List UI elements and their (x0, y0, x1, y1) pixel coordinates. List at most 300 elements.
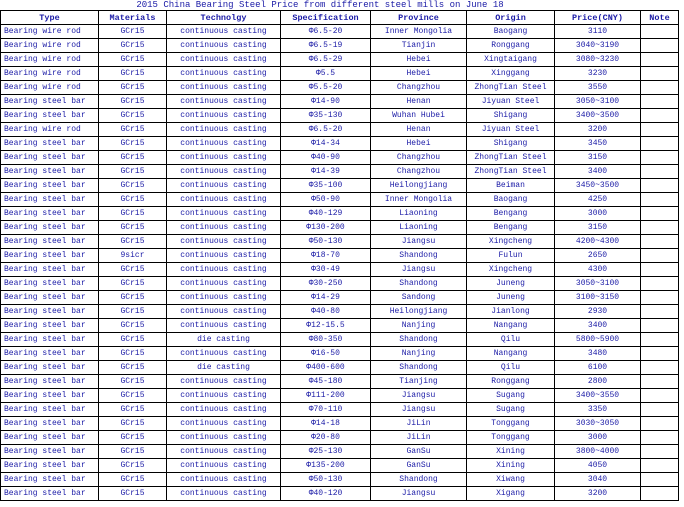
cell-note (641, 151, 679, 165)
cell-origin: ZhongTian Steel (467, 165, 555, 179)
cell-materials: GCr15 (99, 431, 167, 445)
cell-specification: Φ40-90 (281, 151, 371, 165)
cell-materials: GCr15 (99, 417, 167, 431)
table-row (1, 151, 679, 165)
cell-type: Bearing wire rod (1, 123, 99, 137)
table-row (1, 165, 679, 179)
cell-province: Jiangsu (371, 487, 467, 501)
table-row (1, 375, 679, 389)
cell-note (641, 375, 679, 389)
cell-technology: continuous casting (167, 347, 281, 361)
cell-price: 3400 (555, 319, 641, 333)
cell-specification: Φ400-600 (281, 361, 371, 375)
cell-type: Bearing wire rod (1, 53, 99, 67)
cell-origin: ZhongTian Steel (467, 81, 555, 95)
cell-origin: Xinggang (467, 67, 555, 81)
cell-note (641, 333, 679, 347)
cell-price: 3400~3500 (555, 109, 641, 123)
table-row (1, 95, 679, 109)
table-row (1, 487, 679, 501)
cell-technology: continuous casting (167, 67, 281, 81)
cell-specification: Φ40-120 (281, 487, 371, 501)
cell-type: Bearing steel bar (1, 473, 99, 487)
cell-province: Sandong (371, 291, 467, 305)
cell-origin: Sugang (467, 403, 555, 417)
cell-specification: Φ30-49 (281, 263, 371, 277)
cell-note (641, 263, 679, 277)
cell-specification: Φ14-39 (281, 165, 371, 179)
cell-technology: continuous casting (167, 95, 281, 109)
cell-price: 3400~3550 (555, 389, 641, 403)
cell-technology: continuous casting (167, 249, 281, 263)
column-header-technology: Technolgy (167, 11, 281, 25)
cell-technology: die casting (167, 333, 281, 347)
cell-origin: Xingcheng (467, 263, 555, 277)
cell-type: Bearing steel bar (1, 179, 99, 193)
cell-price: 3040 (555, 473, 641, 487)
cell-note (641, 431, 679, 445)
cell-specification: Φ80-350 (281, 333, 371, 347)
cell-specification: Φ35-130 (281, 109, 371, 123)
cell-origin: Bengang (467, 207, 555, 221)
cell-type: Bearing wire rod (1, 81, 99, 95)
cell-type: Bearing steel bar (1, 417, 99, 431)
cell-technology: continuous casting (167, 403, 281, 417)
cell-technology: continuous casting (167, 431, 281, 445)
cell-province: Tianjing (371, 375, 467, 389)
table-row (1, 179, 679, 193)
cell-note (641, 249, 679, 263)
cell-province: Nanjing (371, 319, 467, 333)
cell-specification: Φ14-90 (281, 95, 371, 109)
cell-origin: Tonggang (467, 431, 555, 445)
cell-price: 6100 (555, 361, 641, 375)
table-row (1, 137, 679, 151)
table-row (1, 53, 679, 67)
table-row (1, 319, 679, 333)
cell-technology: continuous casting (167, 109, 281, 123)
cell-materials: GCr15 (99, 137, 167, 151)
cell-materials: GCr15 (99, 67, 167, 81)
table-row (1, 81, 679, 95)
table-row (1, 445, 679, 459)
cell-note (641, 319, 679, 333)
cell-province: Shandong (371, 361, 467, 375)
cell-province: JiLin (371, 417, 467, 431)
cell-type: Bearing steel bar (1, 207, 99, 221)
cell-note (641, 473, 679, 487)
table-row (1, 39, 679, 53)
cell-materials: GCr15 (99, 361, 167, 375)
cell-province: Changzhou (371, 151, 467, 165)
table-row (1, 333, 679, 347)
column-header-origin: Origin (467, 11, 555, 25)
cell-materials: GCr15 (99, 193, 167, 207)
cell-technology: continuous casting (167, 123, 281, 137)
cell-price: 4200~4300 (555, 235, 641, 249)
cell-technology: continuous casting (167, 459, 281, 473)
cell-province: Shandong (371, 249, 467, 263)
cell-price: 2650 (555, 249, 641, 263)
cell-origin: Ronggang (467, 39, 555, 53)
cell-specification: Φ50-90 (281, 193, 371, 207)
cell-note (641, 53, 679, 67)
column-header-note: Note (641, 11, 679, 25)
price-table (0, 10, 679, 501)
cell-note (641, 109, 679, 123)
cell-province: JiLin (371, 431, 467, 445)
cell-materials: 9sicr (99, 249, 167, 263)
cell-materials: GCr15 (99, 25, 167, 39)
cell-price: 3800~4000 (555, 445, 641, 459)
cell-note (641, 291, 679, 305)
cell-province: Shandong (371, 473, 467, 487)
table-row (1, 263, 679, 277)
cell-province: GanSu (371, 459, 467, 473)
cell-price: 3000 (555, 431, 641, 445)
cell-price: 3110 (555, 25, 641, 39)
cell-origin: Qilu (467, 333, 555, 347)
cell-specification: Φ50-130 (281, 473, 371, 487)
cell-type: Bearing steel bar (1, 165, 99, 179)
cell-materials: GCr15 (99, 39, 167, 53)
cell-origin: Beiman (467, 179, 555, 193)
cell-technology: continuous casting (167, 277, 281, 291)
cell-materials: GCr15 (99, 389, 167, 403)
cell-specification: Φ6.5-29 (281, 53, 371, 67)
cell-technology: continuous casting (167, 473, 281, 487)
cell-type: Bearing steel bar (1, 249, 99, 263)
cell-province: Shandong (371, 277, 467, 291)
cell-origin: Jiyuan Steel (467, 123, 555, 137)
cell-type: Bearing steel bar (1, 221, 99, 235)
cell-note (641, 193, 679, 207)
cell-specification: Φ50-130 (281, 235, 371, 249)
cell-note (641, 179, 679, 193)
table-row (1, 221, 679, 235)
cell-materials: GCr15 (99, 333, 167, 347)
cell-specification: Φ70-110 (281, 403, 371, 417)
cell-technology: continuous casting (167, 165, 281, 179)
cell-note (641, 81, 679, 95)
cell-province: Inner Mongolia (371, 25, 467, 39)
cell-price: 3450 (555, 137, 641, 151)
cell-origin: Baogang (467, 193, 555, 207)
cell-materials: GCr15 (99, 53, 167, 67)
cell-note (641, 221, 679, 235)
cell-specification: Φ30-250 (281, 277, 371, 291)
cell-technology: continuous casting (167, 319, 281, 333)
table-row (1, 305, 679, 319)
cell-specification: Φ111-200 (281, 389, 371, 403)
table-row (1, 123, 679, 137)
cell-specification: Φ40-80 (281, 305, 371, 319)
cell-province: Tianjin (371, 39, 467, 53)
cell-origin: Shigang (467, 109, 555, 123)
cell-province: Hebei (371, 67, 467, 81)
cell-note (641, 235, 679, 249)
cell-note (641, 95, 679, 109)
cell-price: 3200 (555, 123, 641, 137)
cell-price: 2800 (555, 375, 641, 389)
cell-note (641, 123, 679, 137)
column-header-specification: Specification (281, 11, 371, 25)
cell-materials: GCr15 (99, 403, 167, 417)
cell-origin: ZhongTian Steel (467, 151, 555, 165)
cell-origin: Juneng (467, 291, 555, 305)
cell-type: Bearing steel bar (1, 193, 99, 207)
table-row (1, 277, 679, 291)
cell-origin: Ronggang (467, 375, 555, 389)
cell-technology: continuous casting (167, 179, 281, 193)
table-row (1, 109, 679, 123)
table-row (1, 417, 679, 431)
cell-note (641, 207, 679, 221)
cell-materials: GCr15 (99, 277, 167, 291)
cell-origin: Xingtaigang (467, 53, 555, 67)
column-header-materials: Materials (99, 11, 167, 25)
cell-type: Bearing steel bar (1, 431, 99, 445)
cell-province: Inner Mongolia (371, 193, 467, 207)
cell-province: GanSu (371, 445, 467, 459)
cell-note (641, 67, 679, 81)
cell-note (641, 445, 679, 459)
column-header-type: Type (1, 11, 99, 25)
cell-note (641, 487, 679, 501)
cell-type: Bearing steel bar (1, 291, 99, 305)
cell-technology: die casting (167, 361, 281, 375)
cell-price: 3230 (555, 67, 641, 81)
cell-price: 3050~3100 (555, 95, 641, 109)
table-row (1, 361, 679, 375)
cell-price: 3400 (555, 165, 641, 179)
cell-note (641, 165, 679, 179)
cell-materials: GCr15 (99, 95, 167, 109)
table-row (1, 207, 679, 221)
cell-type: Bearing steel bar (1, 347, 99, 361)
cell-materials: GCr15 (99, 151, 167, 165)
cell-specification: Φ130-200 (281, 221, 371, 235)
cell-technology: continuous casting (167, 235, 281, 249)
cell-note (641, 277, 679, 291)
cell-price: 3080~3230 (555, 53, 641, 67)
cell-materials: GCr15 (99, 347, 167, 361)
cell-type: Bearing steel bar (1, 235, 99, 249)
cell-origin: Xingcheng (467, 235, 555, 249)
cell-technology: continuous casting (167, 389, 281, 403)
cell-materials: GCr15 (99, 445, 167, 459)
cell-province: Heilongjiang (371, 305, 467, 319)
cell-price: 3150 (555, 221, 641, 235)
cell-price: 3450~3500 (555, 179, 641, 193)
cell-technology: continuous casting (167, 25, 281, 39)
table-row (1, 389, 679, 403)
cell-specification: Φ45-180 (281, 375, 371, 389)
cell-province: Changzhou (371, 81, 467, 95)
cell-type: Bearing steel bar (1, 445, 99, 459)
cell-technology: continuous casting (167, 137, 281, 151)
cell-type: Bearing wire rod (1, 25, 99, 39)
cell-province: Liaoning (371, 221, 467, 235)
cell-specification: Φ16-50 (281, 347, 371, 361)
cell-specification: Φ40-129 (281, 207, 371, 221)
cell-type: Bearing steel bar (1, 319, 99, 333)
cell-price: 5800~5900 (555, 333, 641, 347)
cell-origin: Nangang (467, 319, 555, 333)
cell-technology: continuous casting (167, 151, 281, 165)
cell-materials: GCr15 (99, 459, 167, 473)
cell-specification: Φ18-70 (281, 249, 371, 263)
cell-province: Henan (371, 123, 467, 137)
cell-materials: GCr15 (99, 473, 167, 487)
cell-province: Wuhan Hubei (371, 109, 467, 123)
cell-type: Bearing steel bar (1, 403, 99, 417)
cell-province: Nanjing (371, 347, 467, 361)
cell-price: 3030~3050 (555, 417, 641, 431)
cell-origin: Nangang (467, 347, 555, 361)
cell-province: Jiangsu (371, 389, 467, 403)
cell-origin: Shigang (467, 137, 555, 151)
cell-specification: Φ6.5-20 (281, 25, 371, 39)
cell-note (641, 39, 679, 53)
column-header-province: Province (371, 11, 467, 25)
cell-price: 3550 (555, 81, 641, 95)
cell-technology: continuous casting (167, 81, 281, 95)
cell-type: Bearing steel bar (1, 305, 99, 319)
cell-origin: Baogang (467, 25, 555, 39)
cell-note (641, 347, 679, 361)
table-row (1, 235, 679, 249)
cell-origin: Juneng (467, 277, 555, 291)
cell-type: Bearing steel bar (1, 95, 99, 109)
cell-price: 3000 (555, 207, 641, 221)
cell-price: 4050 (555, 459, 641, 473)
cell-materials: GCr15 (99, 179, 167, 193)
cell-price: 2930 (555, 305, 641, 319)
cell-origin: Xigang (467, 487, 555, 501)
cell-note (641, 137, 679, 151)
cell-technology: continuous casting (167, 53, 281, 67)
cell-type: Bearing steel bar (1, 109, 99, 123)
cell-materials: GCr15 (99, 263, 167, 277)
cell-origin: Xining (467, 445, 555, 459)
cell-technology: continuous casting (167, 39, 281, 53)
cell-specification: Φ35-100 (281, 179, 371, 193)
cell-province: Liaoning (371, 207, 467, 221)
cell-origin: Qilu (467, 361, 555, 375)
cell-province: Jiangsu (371, 235, 467, 249)
cell-note (641, 417, 679, 431)
cell-price: 3200 (555, 487, 641, 501)
cell-origin: Jianlong (467, 305, 555, 319)
cell-materials: GCr15 (99, 109, 167, 123)
cell-province: Changzhou (371, 165, 467, 179)
cell-technology: continuous casting (167, 221, 281, 235)
cell-province: Jiangsu (371, 403, 467, 417)
table-row (1, 67, 679, 81)
cell-price: 3040~3190 (555, 39, 641, 53)
table-row (1, 403, 679, 417)
cell-province: Hebei (371, 137, 467, 151)
cell-technology: continuous casting (167, 487, 281, 501)
cell-technology: continuous casting (167, 263, 281, 277)
cell-type: Bearing steel bar (1, 487, 99, 501)
cell-specification: Φ25-130 (281, 445, 371, 459)
cell-materials: GCr15 (99, 123, 167, 137)
table-row (1, 193, 679, 207)
cell-specification: Φ14-18 (281, 417, 371, 431)
cell-note (641, 305, 679, 319)
cell-origin: Bengang (467, 221, 555, 235)
cell-price: 3100~3150 (555, 291, 641, 305)
cell-price: 3150 (555, 151, 641, 165)
cell-province: Jiangsu (371, 263, 467, 277)
cell-materials: GCr15 (99, 207, 167, 221)
cell-specification: Φ6.5-19 (281, 39, 371, 53)
cell-origin: Xining (467, 459, 555, 473)
cell-technology: continuous casting (167, 193, 281, 207)
table-row (1, 347, 679, 361)
cell-origin: Tonggang (467, 417, 555, 431)
cell-materials: GCr15 (99, 291, 167, 305)
table-row (1, 473, 679, 487)
cell-specification: Φ135-200 (281, 459, 371, 473)
cell-specification: Φ14-29 (281, 291, 371, 305)
cell-origin: Xiwang (467, 473, 555, 487)
cell-price: 4250 (555, 193, 641, 207)
table-row (1, 431, 679, 445)
cell-specification: Φ5.5 (281, 67, 371, 81)
cell-materials: GCr15 (99, 235, 167, 249)
cell-type: Bearing steel bar (1, 333, 99, 347)
cell-type: Bearing steel bar (1, 151, 99, 165)
cell-type: Bearing wire rod (1, 67, 99, 81)
cell-note (641, 25, 679, 39)
table-row (1, 459, 679, 473)
cell-province: Hebei (371, 53, 467, 67)
page-title: 2015 China Bearing Steel Price from different steel mills on June 18 (136, 0, 504, 10)
header-row (1, 11, 679, 25)
cell-province: Henan (371, 95, 467, 109)
cell-origin: Fulun (467, 249, 555, 263)
cell-specification: Φ5.5-20 (281, 81, 371, 95)
table-row (1, 249, 679, 263)
cell-specification: Φ20-80 (281, 431, 371, 445)
cell-materials: GCr15 (99, 319, 167, 333)
cell-type: Bearing steel bar (1, 361, 99, 375)
cell-materials: GCr15 (99, 375, 167, 389)
table-row (1, 25, 679, 39)
cell-type: Bearing steel bar (1, 263, 99, 277)
cell-origin: Jiyuan Steel (467, 95, 555, 109)
cell-price: 3480 (555, 347, 641, 361)
cell-materials: GCr15 (99, 221, 167, 235)
cell-price: 3350 (555, 403, 641, 417)
cell-type: Bearing steel bar (1, 459, 99, 473)
cell-materials: GCr15 (99, 305, 167, 319)
cell-type: Bearing steel bar (1, 277, 99, 291)
cell-technology: continuous casting (167, 417, 281, 431)
cell-province: Heilongjiang (371, 179, 467, 193)
cell-type: Bearing wire rod (1, 39, 99, 53)
cell-specification: Φ14-34 (281, 137, 371, 151)
cell-specification: Φ12-15.5 (281, 319, 371, 333)
cell-note (641, 361, 679, 375)
cell-origin: Sugang (467, 389, 555, 403)
cell-technology: continuous casting (167, 375, 281, 389)
cell-technology: continuous casting (167, 207, 281, 221)
column-header-price: Price(CNY) (555, 11, 641, 25)
